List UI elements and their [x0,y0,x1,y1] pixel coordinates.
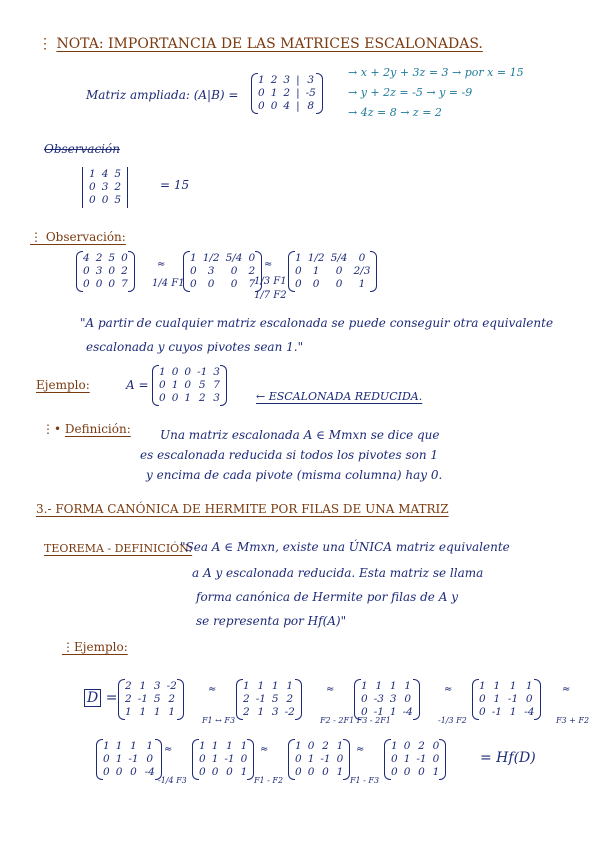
theorem-line-2: a A y escalonada reducida. Esta matriz se llama [192,566,484,580]
matrix-cell: 1 [336,766,344,778]
matrix-cell: 1 [240,766,248,778]
matrix-cell: 0 [404,693,412,705]
matrix-cell: 1 [89,168,96,180]
step-matrix [118,680,184,719]
matrix-cell: 1 [125,706,132,718]
equivalence-sign: ≈ [260,744,269,755]
matrix-cell: 4 [83,252,90,264]
theorem-line-4: se representa por Hf(A)" [196,614,347,628]
theorem-line-3: forma canónica de Hermite por filas de A y [196,590,458,604]
hermite-result: = Hf(D) [480,750,536,766]
matrix-cell: 3 [153,680,161,692]
matrix-cell: 1 [146,740,154,752]
matrix-cell: 0 [130,766,137,778]
matrix-cell: 0 [307,740,315,752]
matrix-cell: 1 [493,693,501,705]
matrix-cell: 1 [199,740,206,752]
matrix-cell: 0 [89,194,96,206]
matrix-cell: 1 [295,740,302,752]
matrix-cell: 0 [479,693,486,705]
matrix-cell: 3 [213,392,220,404]
matrix-cell: 0 [335,265,343,277]
equivalence-sign: ≈ [157,259,166,270]
matrix-cell: 2 [248,265,256,277]
matrix-cell: 0 [295,278,302,290]
matrix-cell: -1 [128,753,139,765]
matrix-cell: 1 [153,706,161,718]
matrix-cell: -1 [320,753,331,765]
matrix-cell: 0 [335,278,343,290]
reduced-label: ← ESCALONADA REDUCIDA. [256,390,423,403]
d-label: D = [84,690,117,706]
matrix-cell: 2 [243,706,250,718]
matrix-cell: 2/3 [353,265,371,277]
matrix-cell: 1 [211,753,219,765]
matrix-cell: 3 [207,265,215,277]
matrix-cell: 0 [295,753,302,765]
row-operation: F2 - 2F1 F3 - 2F1 [320,716,391,725]
matrix-cell: 0 [108,278,116,290]
matrix-cell: 2 [322,740,329,752]
matrix-cell: 0 [226,766,233,778]
matrix-cell: 7 [213,379,220,391]
matrix-cell: 1 [139,680,147,692]
matrix-cell: 0 [230,265,238,277]
matrix-cell: 1 [257,706,265,718]
matrix-cell: 1 [375,680,383,692]
matrix-cell: 3 [283,74,291,86]
matrix-cell: 0 [171,392,179,404]
matrix-cell: 5/4 [330,252,348,264]
matrix-cell: 2 [168,693,176,705]
matrix-cell: -1 [255,693,266,705]
matrix-cell: 0 [240,753,248,765]
equivalence-sign: ≈ [444,684,453,695]
matrix-cell: 1 [257,680,265,692]
theorem-line-1: "Sea A ∈ Mmxn, existe una ÚNICA matriz equivalente [180,540,510,554]
matrix-cell: 0 [358,252,366,264]
matrix-cell: 1 [295,252,302,264]
step-matrix [288,740,350,779]
matrix-cell: -1 [507,693,519,705]
step-matrix [236,680,302,719]
matrix-cell: | [296,87,300,99]
observation-matrix-1 [76,252,135,291]
matrix-cell: 0 [270,100,278,112]
definition-line-1: Una matriz escalonada A ∈ Mmxn se dice que [160,428,440,442]
matrix-cell: 1 [525,680,533,692]
matrix-cell: 1 [358,278,366,290]
matrix-cell: 1 [226,740,233,752]
augmented-label: Matriz ampliada: (A|B) = [86,88,239,102]
step-matrix [384,740,446,779]
matrix-cell: 2 [198,392,206,404]
equivalence-sign: ≈ [208,684,217,695]
definition-label: ⋮• Definición: [42,422,131,436]
matrix-cell: 1 [404,680,412,692]
matrix-cell: 1 [168,706,176,718]
equivalence-sign: ≈ [562,684,571,695]
matrix-cell: 1 [190,252,197,264]
matrix-cell: 5/4 [225,252,243,264]
matrix-cell: 0 [190,265,197,277]
step-matrix [472,680,541,719]
matrix-cell: 5 [114,194,122,206]
observation-quote-2: escalonada y cuyos pivotes sean 1." [86,340,304,354]
row-operation: F1 - F2 [254,776,284,785]
row-operation: F1 - F3 [350,776,380,785]
matrix-cell: 2 [418,740,425,752]
matrix-cell: 1 [307,753,315,765]
example-label: Ejemplo: [36,378,90,392]
matrix-cell: 1 [432,766,440,778]
matrix-cell: 3 [307,74,315,86]
matrix-cell: 1 [139,706,147,718]
matrix-cell: 0 [391,753,398,765]
matrix-cell: 2 [270,74,278,86]
matrix-cell: -1 [416,753,427,765]
matrix-cell: 1 [103,740,110,752]
note-title: ⋮ NOTA: IMPORTANCIA DE LAS MATRICES ESCALONADAS. [38,36,483,52]
example-2-label: ⋮Ejemplo: [62,640,128,654]
theorem-label: TEOREMA - DEFINICIÓN: [44,542,193,555]
matrix-cell: 4 [283,100,291,112]
matrix-cell: 0 [108,265,116,277]
matrix-cell: 1 [271,680,279,692]
matrix-cell: 0 [322,766,329,778]
matrix-cell: 0 [184,366,192,378]
matrix-cell: 1 [240,740,248,752]
matrix-cell: -1 [137,693,148,705]
matrix-cell: 5 [153,693,161,705]
matrix-cell: 1 [159,366,166,378]
matrix-cell: -2 [166,680,177,692]
step-matrix [354,680,420,719]
equivalence-sign-2: ≈ [264,259,273,270]
matrix-cell: 1 [115,740,123,752]
matrix-cell: -3 [373,693,384,705]
observation-op-2a: 1/3 F1 [254,276,287,287]
matrix-cell: 0 [336,753,344,765]
matrix-cell: 0 [248,252,256,264]
row-operation: -1/4 F3 [158,776,187,785]
matrix-cell: 1 [509,680,517,692]
matrix-cell: 0 [432,740,440,752]
reduced-matrix [152,366,227,405]
matrix-cell: 1 [130,740,137,752]
step-matrix [96,740,162,779]
matrix-cell: 2 [114,181,122,193]
matrix-cell: 3 [213,366,220,378]
matrix-cell: 0 [89,181,96,193]
matrix-cell: 7 [121,278,128,290]
matrix-cell: -1 [197,366,208,378]
matrix-cell: 0 [307,766,315,778]
observation-op-1: 1/4 F1 [152,278,185,289]
matrix-cell: 8 [307,100,315,112]
matrix-cell: 1 [258,74,265,86]
matrix-cell: 2 [95,252,103,264]
matrix-cell: 0 [190,278,197,290]
observation-title: ⋮ Observación: [30,230,126,244]
matrix-cell: 0 [312,278,320,290]
matrix-cell: 0 [121,252,128,264]
matrix-cell: 0 [295,265,302,277]
matrix-cell: 1 [403,753,411,765]
matrix-cell: 0 [103,753,110,765]
matrix-cell: 1/2 [307,252,325,264]
matrix-cell: 7 [248,278,256,290]
step-matrix [192,740,254,779]
matrix-cell: 0 [258,87,265,99]
crossed-word: Observación [44,142,120,156]
matrix-cell: -2 [284,706,295,718]
matrix-cell: 1 [243,680,250,692]
matrix-cell: -1 [491,706,502,718]
definition-line-3: y encima de cada pivote (misma columna) hay 0. [146,468,443,482]
matrix-cell: 0 [95,278,103,290]
matrix-cell: 2 [125,680,132,692]
matrix-cell: 0 [295,766,302,778]
matrix-cell: 0 [159,379,166,391]
matrix-cell: -1 [373,706,384,718]
matrix-cell: -5 [305,87,316,99]
matrix-cell: 0 [199,766,206,778]
determinant-result: = 15 [160,178,190,192]
matrix-cell: 0 [101,194,109,206]
matrix-cell: 0 [525,693,533,705]
matrix-cell: 2 [121,265,128,277]
matrix-cell: | [296,100,300,112]
matrix-cell: | [296,74,300,86]
definition-line-2: es escalonada reducida si todos los pivotes son 1 [140,448,439,462]
augmented-matrix [251,74,323,113]
matrix-cell: 5 [271,693,279,705]
solve-line-2: → y + 2z = -5 → y = -9 [348,86,473,99]
matrix-cell: 0 [199,753,206,765]
solve-line-3: → 4z = 8 → z = 2 [348,106,442,119]
matrix-cell: 0 [211,766,219,778]
matrix-cell: 0 [403,766,411,778]
matrix-cell: 1 [115,753,123,765]
matrix-cell: 1 [391,740,398,752]
matrix-cell: 0 [184,379,192,391]
solve-line-1: → x + 2y + 3z = 3 → por x = 15 [348,66,524,79]
observation-matrix-3 [288,252,377,291]
section-3-title: 3.- FORMA CANÓNICA DE HERMITE POR FILAS DE UNA MATRIZ [36,502,449,516]
matrix-cell: 1 [184,392,192,404]
matrix-cell: 1 [361,680,368,692]
example-lhs: A = [126,378,149,392]
matrix-cell: 5 [108,252,116,264]
matrix-cell: 0 [479,706,486,718]
matrix-cell: 1 [171,379,179,391]
matrix-cell: 3 [101,181,109,193]
matrix-cell: 1/2 [202,252,220,264]
matrix-cell: 0 [432,753,440,765]
matrix-cell: 1 [389,680,397,692]
row-operation: -1/3 F2 [438,716,467,725]
matrix-cell: 0 [258,100,265,112]
matrix-cell: 1 [479,680,486,692]
matrix-cell: -4 [144,766,155,778]
matrix-cell: -1 [224,753,235,765]
observation-quote-1: "A partir de cualquier matriz escalonada se puede conseguir otra equivalente [80,316,554,330]
equivalence-sign: ≈ [326,684,335,695]
matrix-cell: 1 [270,87,278,99]
observation-matrix-2 [183,252,262,291]
matrix-cell: 0 [361,706,368,718]
matrix-cell: 0 [83,278,90,290]
matrix-cell: 0 [83,265,90,277]
matrix-cell: 0 [159,392,166,404]
matrix-cell: 2 [286,693,294,705]
matrix-cell: 0 [418,766,425,778]
matrix-cell: 0 [230,278,238,290]
matrix-cell: 5 [114,168,122,180]
matrix-cell: 1 [211,740,219,752]
matrix-cell: 0 [146,753,154,765]
matrix-cell: 3 [95,265,103,277]
matrix-cell: 0 [207,278,215,290]
row-operation: F3 + F2 [556,716,590,725]
matrix-cell: 0 [171,366,179,378]
matrix-cell: 1 [336,740,344,752]
matrix-cell: 0 [103,766,110,778]
matrix-cell: 3 [271,706,279,718]
matrix-cell: 0 [115,766,123,778]
matrix-cell: 3 [389,693,397,705]
matrix-cell: 1 [493,680,501,692]
matrix-cell: 0 [391,766,398,778]
matrix-cell: 1 [389,706,397,718]
matrix-cell: 0 [403,740,411,752]
matrix-cell: 1 [286,680,294,692]
matrix-cell: 5 [198,379,206,391]
matrix-cell: 1 [509,706,517,718]
matrix-cell: 2 [283,87,291,99]
matrix-cell: 2 [243,693,250,705]
matrix-cell: 2 [125,693,132,705]
row-operation: F1 ↔ F3 [202,716,236,725]
determinant-matrix [82,168,128,207]
matrix-cell: 1 [312,265,320,277]
equivalence-sign: ≈ [356,744,365,755]
equivalence-sign: ≈ [164,744,173,755]
matrix-cell: -4 [402,706,413,718]
matrix-cell: 0 [361,693,368,705]
matrix-cell: -4 [524,706,535,718]
matrix-cell: 4 [101,168,109,180]
observation-op-2b: 1/7 F2 [254,290,287,301]
